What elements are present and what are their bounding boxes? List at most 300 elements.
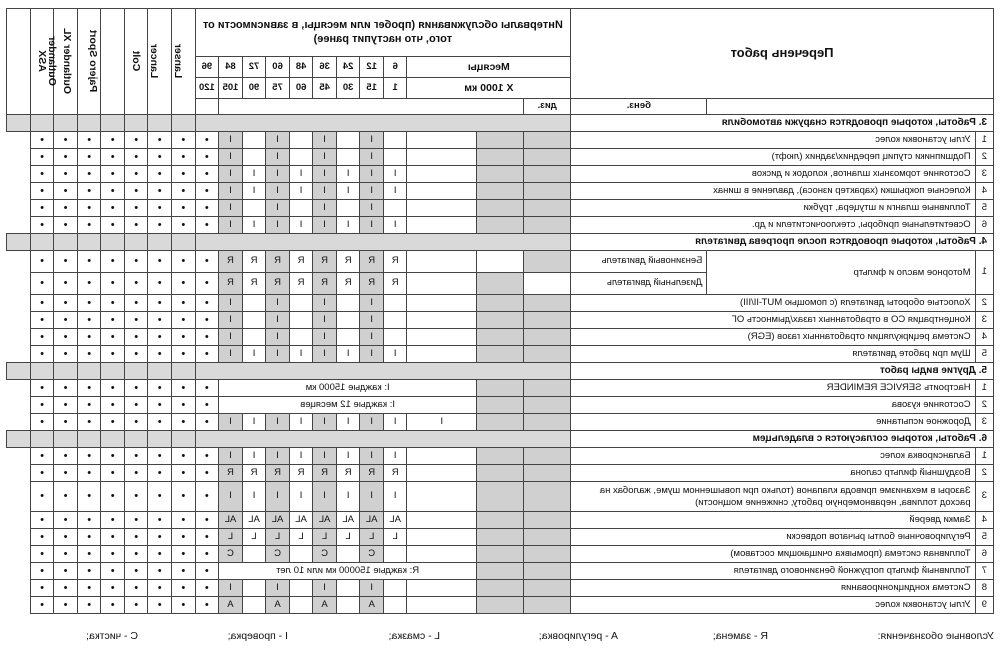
- interval-cell: I: [219, 149, 243, 166]
- table-row: [7, 346, 994, 363]
- model-dot: •: [124, 149, 148, 166]
- section-fill: [171, 363, 195, 380]
- model-dot: •: [54, 200, 78, 217]
- model-dot: •: [30, 217, 54, 234]
- model-dot: •: [101, 166, 125, 183]
- model-column: Colt: [124, 9, 148, 115]
- model-dot: •: [148, 448, 172, 465]
- diz-cell: [477, 512, 524, 529]
- interval-cell: [407, 273, 477, 295]
- interval-cell: L: [383, 529, 407, 546]
- month-value: 24: [336, 57, 360, 78]
- model-dot: •: [171, 273, 195, 295]
- interval-cell: [407, 132, 477, 149]
- section-fill: [171, 115, 195, 132]
- interval-cell: [336, 149, 360, 166]
- model-dot: •: [30, 448, 54, 465]
- interval-cell: I: [242, 346, 266, 363]
- table-row: [7, 546, 994, 563]
- model-dot: •: [171, 183, 195, 200]
- model-dot: •: [148, 512, 172, 529]
- section-fill: [101, 431, 125, 448]
- interval-cell: R: [242, 251, 266, 273]
- row-number: 5: [975, 200, 993, 217]
- model-dot: •: [195, 529, 219, 546]
- interval-cell: [383, 295, 407, 312]
- interval-cell: I: [336, 217, 360, 234]
- interval-cell: R: [219, 465, 243, 482]
- interval-cell: I: [266, 580, 290, 597]
- diz-label: диз.: [524, 99, 571, 115]
- model-dot: •: [148, 166, 172, 183]
- interval-cell: I: [313, 580, 337, 597]
- model-dot: •: [124, 546, 148, 563]
- interval-cell: [336, 295, 360, 312]
- interval-cell: L: [289, 529, 313, 546]
- row-label: Концентрация CO в отработанных газах/дымность ОГ: [571, 312, 975, 329]
- model-dot: •: [54, 183, 78, 200]
- interval-note: I: каждые 15000 км: [219, 380, 477, 397]
- months-label: Месяцы: [407, 57, 571, 78]
- benz-cell: [524, 166, 571, 183]
- interval-cell: [242, 132, 266, 149]
- model-dot: •: [77, 312, 101, 329]
- interval-cell: [289, 295, 313, 312]
- benz-cell: [524, 529, 571, 546]
- interval-cell: R: [289, 273, 313, 295]
- model-dot: •: [54, 465, 78, 482]
- model-dot: •: [195, 295, 219, 312]
- interval-cell: I: [242, 482, 266, 512]
- interval-cell: I: [313, 312, 337, 329]
- interval-cell: A: [266, 597, 290, 614]
- model-dot: •: [77, 563, 101, 580]
- model-dot: •: [54, 580, 78, 597]
- interval-cell: I: [266, 329, 290, 346]
- row-number: 5: [975, 346, 993, 363]
- model-dot: •: [171, 397, 195, 414]
- model-dot: •: [195, 132, 219, 149]
- interval-cell: I: [289, 346, 313, 363]
- interval-cell: AL: [383, 512, 407, 529]
- model-dot: •: [124, 482, 148, 512]
- diz-cell: [477, 546, 524, 563]
- interval-cell: L: [242, 529, 266, 546]
- section-fill: [124, 431, 148, 448]
- interval-cell: AL: [336, 512, 360, 529]
- row-number: 2: [975, 397, 993, 414]
- benz-cell: [524, 597, 571, 614]
- interval-cell: I: [360, 200, 384, 217]
- model-dot: •: [101, 448, 125, 465]
- model-dot: •: [54, 251, 78, 273]
- model-dot: •: [148, 414, 172, 431]
- benz-cell: [524, 200, 571, 217]
- model-dot: •: [148, 482, 172, 512]
- interval-cell: A: [360, 597, 384, 614]
- interval-cell: [336, 200, 360, 217]
- interval-cell: [407, 251, 477, 273]
- row-label: Моторное масло и фильтр: [707, 251, 975, 295]
- model-dot: •: [124, 346, 148, 363]
- row-number: 1: [975, 251, 993, 295]
- benz-cell: [524, 329, 571, 346]
- model-dot: •: [101, 512, 125, 529]
- row-label: Состояние тормозных шлангов, колодок и дисков: [571, 166, 975, 183]
- model-dot: •: [124, 312, 148, 329]
- model-dot: •: [77, 482, 101, 512]
- model-dot: •: [54, 273, 78, 295]
- km-value: 105: [219, 78, 243, 99]
- section-fill: [101, 363, 125, 380]
- table-row: [7, 132, 994, 149]
- model-dot: •: [54, 346, 78, 363]
- model-dot: •: [148, 312, 172, 329]
- model-dot: •: [124, 200, 148, 217]
- table-row: [7, 329, 994, 346]
- interval-cell: I: [383, 414, 407, 431]
- model-dot: •: [101, 580, 125, 597]
- model-dot: •: [30, 251, 54, 273]
- model-dot: •: [30, 200, 54, 217]
- model-dot: •: [30, 312, 54, 329]
- interval-cell: I: [336, 166, 360, 183]
- model-dot: •: [77, 273, 101, 295]
- interval-cell: [336, 546, 360, 563]
- model-dot: •: [148, 346, 172, 363]
- interval-cell: [242, 312, 266, 329]
- section-title: 3. Работы, которые проводятся снаружи автомобиля: [571, 115, 994, 132]
- interval-cell: I: [360, 149, 384, 166]
- km-label: X 1000 км: [407, 78, 571, 99]
- model-dot: •: [195, 273, 219, 295]
- benz-cell: [524, 512, 571, 529]
- interval-cell: L: [266, 529, 290, 546]
- model-dot: •: [171, 546, 195, 563]
- interval-cell: [383, 200, 407, 217]
- interval-cell: I: [289, 217, 313, 234]
- interval-cell: [289, 597, 313, 614]
- benz-cell: [524, 563, 571, 580]
- interval-cell: R: [360, 465, 384, 482]
- km-value: 120: [195, 78, 219, 99]
- model-dot: •: [148, 397, 172, 414]
- diz-cell: [477, 448, 524, 465]
- interval-cell: L: [360, 529, 384, 546]
- km-value: 30: [336, 78, 360, 99]
- interval-cell: I: [266, 149, 290, 166]
- interval-cell: I: [360, 166, 384, 183]
- diz-cell: [477, 273, 524, 295]
- work-list-title: Перечень работ: [571, 9, 994, 99]
- model-dot: •: [77, 448, 101, 465]
- model-dot: •: [124, 529, 148, 546]
- diz-cell: [477, 217, 524, 234]
- interval-cell: I: [313, 414, 337, 431]
- row-label: Топливные шланги и штуцера, трубки: [571, 200, 975, 217]
- row-label: Шум при работе двигателя: [571, 346, 975, 363]
- model-dot: •: [30, 465, 54, 482]
- table-body: [7, 115, 994, 614]
- interval-cell: I: [360, 482, 384, 512]
- model-dot: •: [101, 397, 125, 414]
- diz-cell: [477, 580, 524, 597]
- model-dot: •: [54, 149, 78, 166]
- interval-cell: I: [266, 217, 290, 234]
- interval-cell: L: [313, 529, 337, 546]
- interval-cell: [407, 149, 477, 166]
- model-dot: •: [101, 183, 125, 200]
- interval-cell: I: [289, 183, 313, 200]
- model-dot: •: [77, 529, 101, 546]
- interval-cell: I: [360, 217, 384, 234]
- interval-cell: I: [313, 482, 337, 512]
- model-dot: •: [148, 329, 172, 346]
- interval-cell: C: [219, 546, 243, 563]
- model-dot: •: [171, 380, 195, 397]
- benz-cell: [524, 482, 571, 512]
- section-fill: [124, 234, 148, 251]
- benz-cell: [524, 312, 571, 329]
- interval-cell: [242, 149, 266, 166]
- model-dot: •: [124, 512, 148, 529]
- row-number: 8: [975, 580, 993, 597]
- model-dot: •: [77, 397, 101, 414]
- table-row: [7, 448, 994, 465]
- section-fill: [30, 234, 54, 251]
- model-dot: •: [124, 380, 148, 397]
- model-dot: •: [124, 132, 148, 149]
- model-dot: •: [171, 414, 195, 431]
- legend-item: C - чистка;: [86, 630, 138, 642]
- diz-cell: [477, 597, 524, 614]
- legend-item: I - проверка;: [227, 630, 288, 642]
- diz-cell: [477, 380, 524, 397]
- model-dot: •: [30, 132, 54, 149]
- row-number: 2: [975, 149, 993, 166]
- interval-cell: [407, 597, 477, 614]
- month-value: 48: [289, 57, 313, 78]
- model-dot: •: [148, 183, 172, 200]
- interval-cell: R: [289, 251, 313, 273]
- section-fill: [124, 363, 148, 380]
- model-dot: •: [171, 295, 195, 312]
- model-dot: •: [54, 166, 78, 183]
- section-fill: [195, 115, 571, 132]
- model-dot: •: [124, 251, 148, 273]
- model-dot: •: [195, 546, 219, 563]
- table-row: [7, 166, 994, 183]
- table-row: [7, 580, 994, 597]
- model-dot: •: [77, 414, 101, 431]
- row-number: 1: [975, 380, 993, 397]
- model-dot: •: [54, 563, 78, 580]
- interval-cell: I: [383, 183, 407, 200]
- table-row: [7, 529, 994, 546]
- interval-cell: I: [336, 482, 360, 512]
- section-fill: [77, 115, 101, 132]
- interval-cell: I: [336, 448, 360, 465]
- interval-cell: I: [266, 166, 290, 183]
- model-dot: •: [54, 397, 78, 414]
- model-dot: •: [30, 380, 54, 397]
- interval-cell: R: [219, 273, 243, 295]
- model-dot: •: [101, 149, 125, 166]
- model-dot: •: [148, 132, 172, 149]
- table-row: [7, 149, 994, 166]
- interval-cell: [289, 132, 313, 149]
- diz-cell: [477, 295, 524, 312]
- model-dot: •: [77, 346, 101, 363]
- diz-cell: [477, 529, 524, 546]
- model-dot: •: [30, 183, 54, 200]
- interval-cell: [407, 546, 477, 563]
- row-number: 6: [975, 217, 993, 234]
- interval-note: I: каждые 12 месяцев: [219, 397, 477, 414]
- section-header: [7, 431, 994, 448]
- row-label: Колесные покрышки (характер износа), давление в шинах: [571, 183, 975, 200]
- benz-cell: [524, 132, 571, 149]
- model-dot: •: [77, 546, 101, 563]
- interval-cell: I: [313, 166, 337, 183]
- interval-cell: I: [360, 448, 384, 465]
- row-label: Дорожное испытание: [571, 414, 975, 431]
- interval-cell: I: [383, 482, 407, 512]
- interval-cell: I: [313, 183, 337, 200]
- month-value: 96: [195, 57, 219, 78]
- km-value: 75: [266, 78, 290, 99]
- row-number: 3: [975, 414, 993, 431]
- section-header: [7, 363, 994, 380]
- interval-cell: R: [336, 465, 360, 482]
- interval-cell: R: [266, 465, 290, 482]
- interval-cell: [289, 200, 313, 217]
- model-dot: •: [171, 251, 195, 273]
- model-dot: •: [77, 217, 101, 234]
- model-dot: •: [195, 414, 219, 431]
- model-dot: •: [30, 273, 54, 295]
- section-fill: [195, 234, 571, 251]
- interval-cell: I: [219, 448, 243, 465]
- benz-cell: [524, 448, 571, 465]
- section-fill: [101, 115, 125, 132]
- model-dot: •: [101, 329, 125, 346]
- interval-cell: [289, 580, 313, 597]
- model-dot: •: [124, 580, 148, 597]
- model-dot: •: [148, 251, 172, 273]
- interval-cell: AL: [289, 512, 313, 529]
- benz-cell: [524, 273, 571, 295]
- table-row: [7, 251, 994, 273]
- maintenance-table: [6, 8, 994, 614]
- benz-cell: [524, 397, 571, 414]
- benz-cell: [524, 580, 571, 597]
- interval-cell: [383, 312, 407, 329]
- row-label: Углы установки колес: [571, 132, 975, 149]
- interval-cell: I: [242, 414, 266, 431]
- section-fill: [54, 363, 78, 380]
- interval-cell: [383, 132, 407, 149]
- interval-cell: I: [313, 217, 337, 234]
- section-fill: [101, 234, 125, 251]
- diz-cell: [477, 482, 524, 512]
- interval-cell: AL: [313, 512, 337, 529]
- interval-cell: [383, 546, 407, 563]
- row-label: Система рециркуляции отработанных газов (EGR): [571, 329, 975, 346]
- model-dot: •: [101, 482, 125, 512]
- model-dot: •: [171, 166, 195, 183]
- model-dot: •: [101, 380, 125, 397]
- model-dot: •: [171, 512, 195, 529]
- model-dot: •: [54, 312, 78, 329]
- model-dot: •: [30, 346, 54, 363]
- interval-cell: R: [219, 251, 243, 273]
- model-dot: •: [124, 166, 148, 183]
- row-label: Топливная система (промывка очищающим составом): [571, 546, 975, 563]
- interval-cell: AL: [360, 512, 384, 529]
- benz-cell: [524, 149, 571, 166]
- interval-cell: I: [266, 414, 290, 431]
- interval-cell: R: [336, 251, 360, 273]
- table-row: [7, 397, 994, 414]
- benz-cell: [524, 295, 571, 312]
- row-number: 1: [975, 448, 993, 465]
- table-row: [7, 200, 994, 217]
- interval-cell: R: [289, 465, 313, 482]
- model-dot: •: [148, 597, 172, 614]
- model-dot: •: [195, 597, 219, 614]
- model-dot: •: [148, 273, 172, 295]
- fuel-row-spacer: [219, 99, 524, 115]
- row-label: Углы установки колес: [571, 597, 975, 614]
- model-dot: •: [171, 200, 195, 217]
- interval-cell: [289, 312, 313, 329]
- model-dot: •: [171, 346, 195, 363]
- model-dot: •: [77, 465, 101, 482]
- model-dot: •: [30, 414, 54, 431]
- interval-cell: [289, 329, 313, 346]
- model-dot: •: [124, 397, 148, 414]
- model-dot: •: [54, 448, 78, 465]
- diz-cell: [477, 132, 524, 149]
- model-dot: •: [77, 512, 101, 529]
- interval-cell: I: [313, 329, 337, 346]
- interval-cell: [407, 448, 477, 465]
- section-fill: [7, 431, 31, 448]
- interval-cell: R: [313, 251, 337, 273]
- interval-cell: [383, 597, 407, 614]
- interval-cell: I: [242, 217, 266, 234]
- benz-cell: [524, 380, 571, 397]
- engine-type-label: Бензиновый двигатель: [571, 251, 707, 273]
- model-dot: •: [148, 200, 172, 217]
- interval-cell: [407, 166, 477, 183]
- engine-type-label: Дизельный двигатель: [571, 273, 707, 295]
- model-dot: •: [124, 465, 148, 482]
- model-dot: •: [148, 563, 172, 580]
- section-fill: [54, 234, 78, 251]
- model-dot: •: [101, 597, 125, 614]
- interval-cell: I: [242, 166, 266, 183]
- model-dot: •: [171, 448, 195, 465]
- model-dot: •: [148, 295, 172, 312]
- legend-item: L - смазка;: [388, 630, 440, 642]
- interval-cell: R: [266, 251, 290, 273]
- row-label: Осветительные приборы, стеклоочистители и др.: [571, 217, 975, 234]
- interval-cell: R: [313, 273, 337, 295]
- model-dot: •: [171, 580, 195, 597]
- interval-cell: [336, 329, 360, 346]
